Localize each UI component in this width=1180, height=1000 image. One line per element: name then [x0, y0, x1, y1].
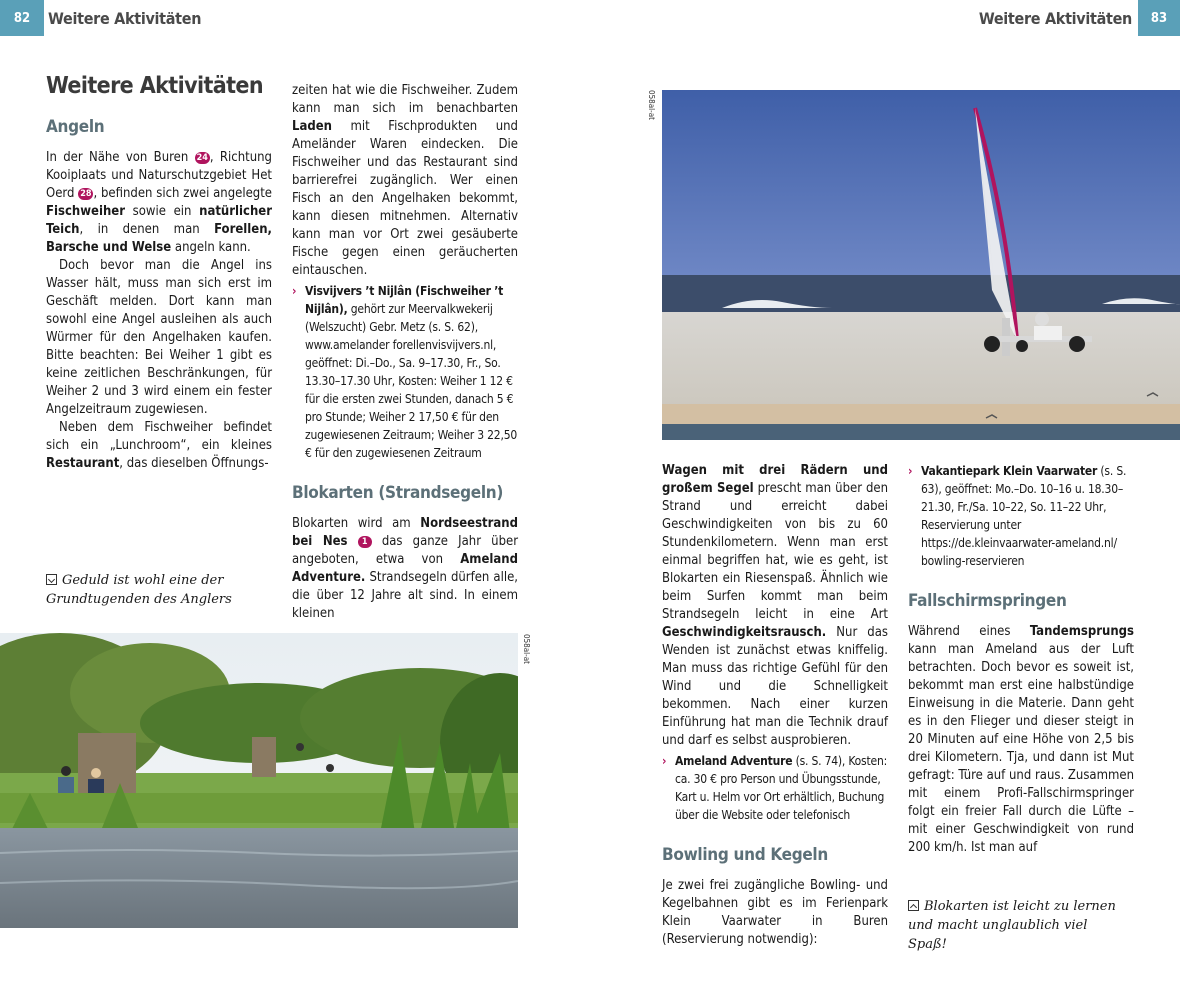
photo-credit-blokart: 058al-at: [647, 90, 656, 120]
info-visvijvers-text: gehört zur Meervalkwekerij (Welszucht) Gebr. Metz (s. S. 62), www.amelander forellenvisvijvers.nl, geöffnet: Di.–Do., Sa. 9–17.30, Fr., So. 13.30–17.30 Uhr, Kosten: Weiher 1 12 € für die ersten zwei Stunden, danach 5 € pro Stunde; Weiher 2 17,50 € für den zugewiesenen Zeitraum; Weiher 3 22,50 € für den zugewiesenen Zeitraum: [305, 302, 518, 460]
blokarten-paragraph-2: Wagen mit drei Rädern und großem Segel prescht man über den Strand und erreicht dabei Geschwindigkeiten von bis zu 60 Stundenkilometern. Wenn man erst einmal begriffen hat, wie es geht, ist Blokarten ein Riesenspaß. Ähnlich wie beim Surfen kommt man beim Strandsegeln leicht in eine Art Geschwindigkeitsrausch. Nur das Wenden ist zunächst etwas kniffelig. Man muss das richtige Gefühl für den Wind und die Schnelligkeit bekommen. Nach einer kurzen Einführung hat man die Technik drauf und darf es selbst ausprobieren.: [662, 463, 888, 748]
caption-up-icon: [908, 900, 919, 911]
info-visvijvers: [292, 282, 518, 462]
page-number-right: 83: [1138, 0, 1180, 36]
info-ameland-adventure-name: Ameland Adventure: [675, 754, 793, 768]
photo-credit-fishing: 058al-at: [522, 634, 531, 664]
running-title-right: Weitere Aktivitäten: [978, 8, 1132, 28]
map-marker-28: 28: [80, 189, 92, 199]
right-column-1: [662, 462, 888, 949]
info-klein-vaarwater: [908, 462, 1134, 570]
chapter-title: Weitere Aktivitäten: [46, 73, 263, 99]
angeln-paragraph-2: Doch bevor man die Angel ins Wasser hält, muss man sich erst im Geschäft melden. Dort kann man sowohl eine Angel ausleihen als auch Würmer für den Angelhaken kaufen. Bitte beachten: Bei Weiher 1 gibt es keine zeitlichen Beschränkungen, für Weiher 2 und 3 wird einem ein fester Angelzeitraum zugewiesen.: [46, 258, 272, 417]
fishing-photo: [0, 633, 518, 928]
fallschirm-paragraph: Während eines Tandemsprungs kann man Ameland aus der Luft betrachten. Doch bevor es soweit ist, bekommt man erst eine halbstündige Einweisung in die Materie. Dann geht es in den Flieger und dieser steigt in 20 Minuten auf eine Höhe von 2,5 bis drei Kilometern. Tja, und dann ist Mut gefragt: Türe auf und raus. Zusammen mit einem Profi-Fallschirmspringer folgt ein freier Fall durch die Lüfte – mit einer Geschwindigkeit von rund 200 km/h. Ist man auf: [908, 624, 1134, 855]
heading-angeln: Angeln: [46, 117, 105, 137]
bowling-paragraph: Je zwei frei zugängliche Bowling- und Kegelbahnen gibt es im Ferienpark Klein Vaarwater in Buren (Reservierung notwendig):: [662, 878, 888, 947]
caption-blokart: Blokarten ist leicht zu lernen und macht unglaublich viel Spaß!: [908, 899, 1116, 952]
info-klein-vaarwater-text: (s. S. 63), geöffnet: Mo.–Do. 10–16 u. 18.30–21.30, Fr./Sa. 10–22, So. 11–22 Uhr, Reservierung unter https://de.kleinvaarwater-ameland.nl/ bowling-reservieren: [921, 464, 1127, 568]
caption-down-icon: [46, 574, 57, 585]
left-column-2: [292, 82, 518, 623]
blokart-photo: [662, 90, 1180, 440]
heading-blokarten: Blokarten (Strandsegeln): [292, 483, 504, 503]
info-visvijvers-name: Visvijvers ’t Nijlân (Fischweiher ’t Nijlân),: [305, 284, 504, 316]
info-arrow-icon: ›: [908, 464, 913, 478]
angeln-paragraph-3: Neben dem Fischweiher befindet sich ein „Lunchroom“, ein kleines Restaurant, das dieselben Öffnungs-: [46, 420, 272, 471]
caption-fishing: Geduld ist wohl eine der Grundtugenden des Anglers: [46, 573, 232, 607]
heading-fallschirmspringen: Fallschirmspringen: [908, 591, 1067, 611]
info-ameland-adventure: [662, 752, 888, 824]
left-column-1: [46, 72, 272, 473]
map-marker-24: 24: [196, 153, 208, 163]
running-title-left: Weitere Aktivitäten: [48, 8, 202, 28]
angeln-paragraph-4: zeiten hat wie die Fischweiher. Zudem kann man sich im benachbarten Laden mit Fischprodukten und Ameländer Waren eindecken. Die Fischweiher und das Restaurant sind barrierefrei zugänglich. Wer einen Fisch an den Angelhaken bekommt, kann diesen mitnehmen. Alternativ kann man vor Ort zwei gesäuberte Fische gegen einen geräucherten eintauschen.: [292, 83, 518, 278]
angeln-paragraph-1: In der Nähe von Buren 24 , Richtung Kooiplaats und Naturschutzgebiet Het Oerd 28 , befinden sich zwei angelegte Fischweiher sowie ein natürlicher Teich, in denen man Forellen, Barsche und Welse angeln kann.: [46, 150, 273, 255]
info-klein-vaarwater-name: Vakantiepark Klein Vaarwater: [921, 464, 1098, 478]
info-arrow-icon: ›: [292, 284, 297, 298]
info-arrow-icon: ›: [662, 754, 667, 768]
heading-bowling: Bowling und Kegeln: [662, 845, 828, 865]
right-running-head: [979, 0, 1180, 36]
left-running-head: [0, 0, 201, 36]
page-number-left: 82: [0, 0, 44, 36]
map-marker-1: 1: [358, 536, 372, 548]
info-ameland-adventure-text: (s. S. 74), Kosten: ca. 30 € pro Person und Übungsstunde, Kart u. Helm vor Ort erhältlich, Buchung über die Website oder telefonisch: [675, 754, 888, 822]
blokarten-paragraph-1: Blokarten wird am Nordseestrand bei Nes 1 das ganze Jahr über angeboten, etwa von Ameland Adventure. Strandsegeln dürfen alle, die über 12 Jahre alt sind. In einem kleinen: [292, 516, 518, 621]
right-column-2: [908, 462, 1134, 857]
